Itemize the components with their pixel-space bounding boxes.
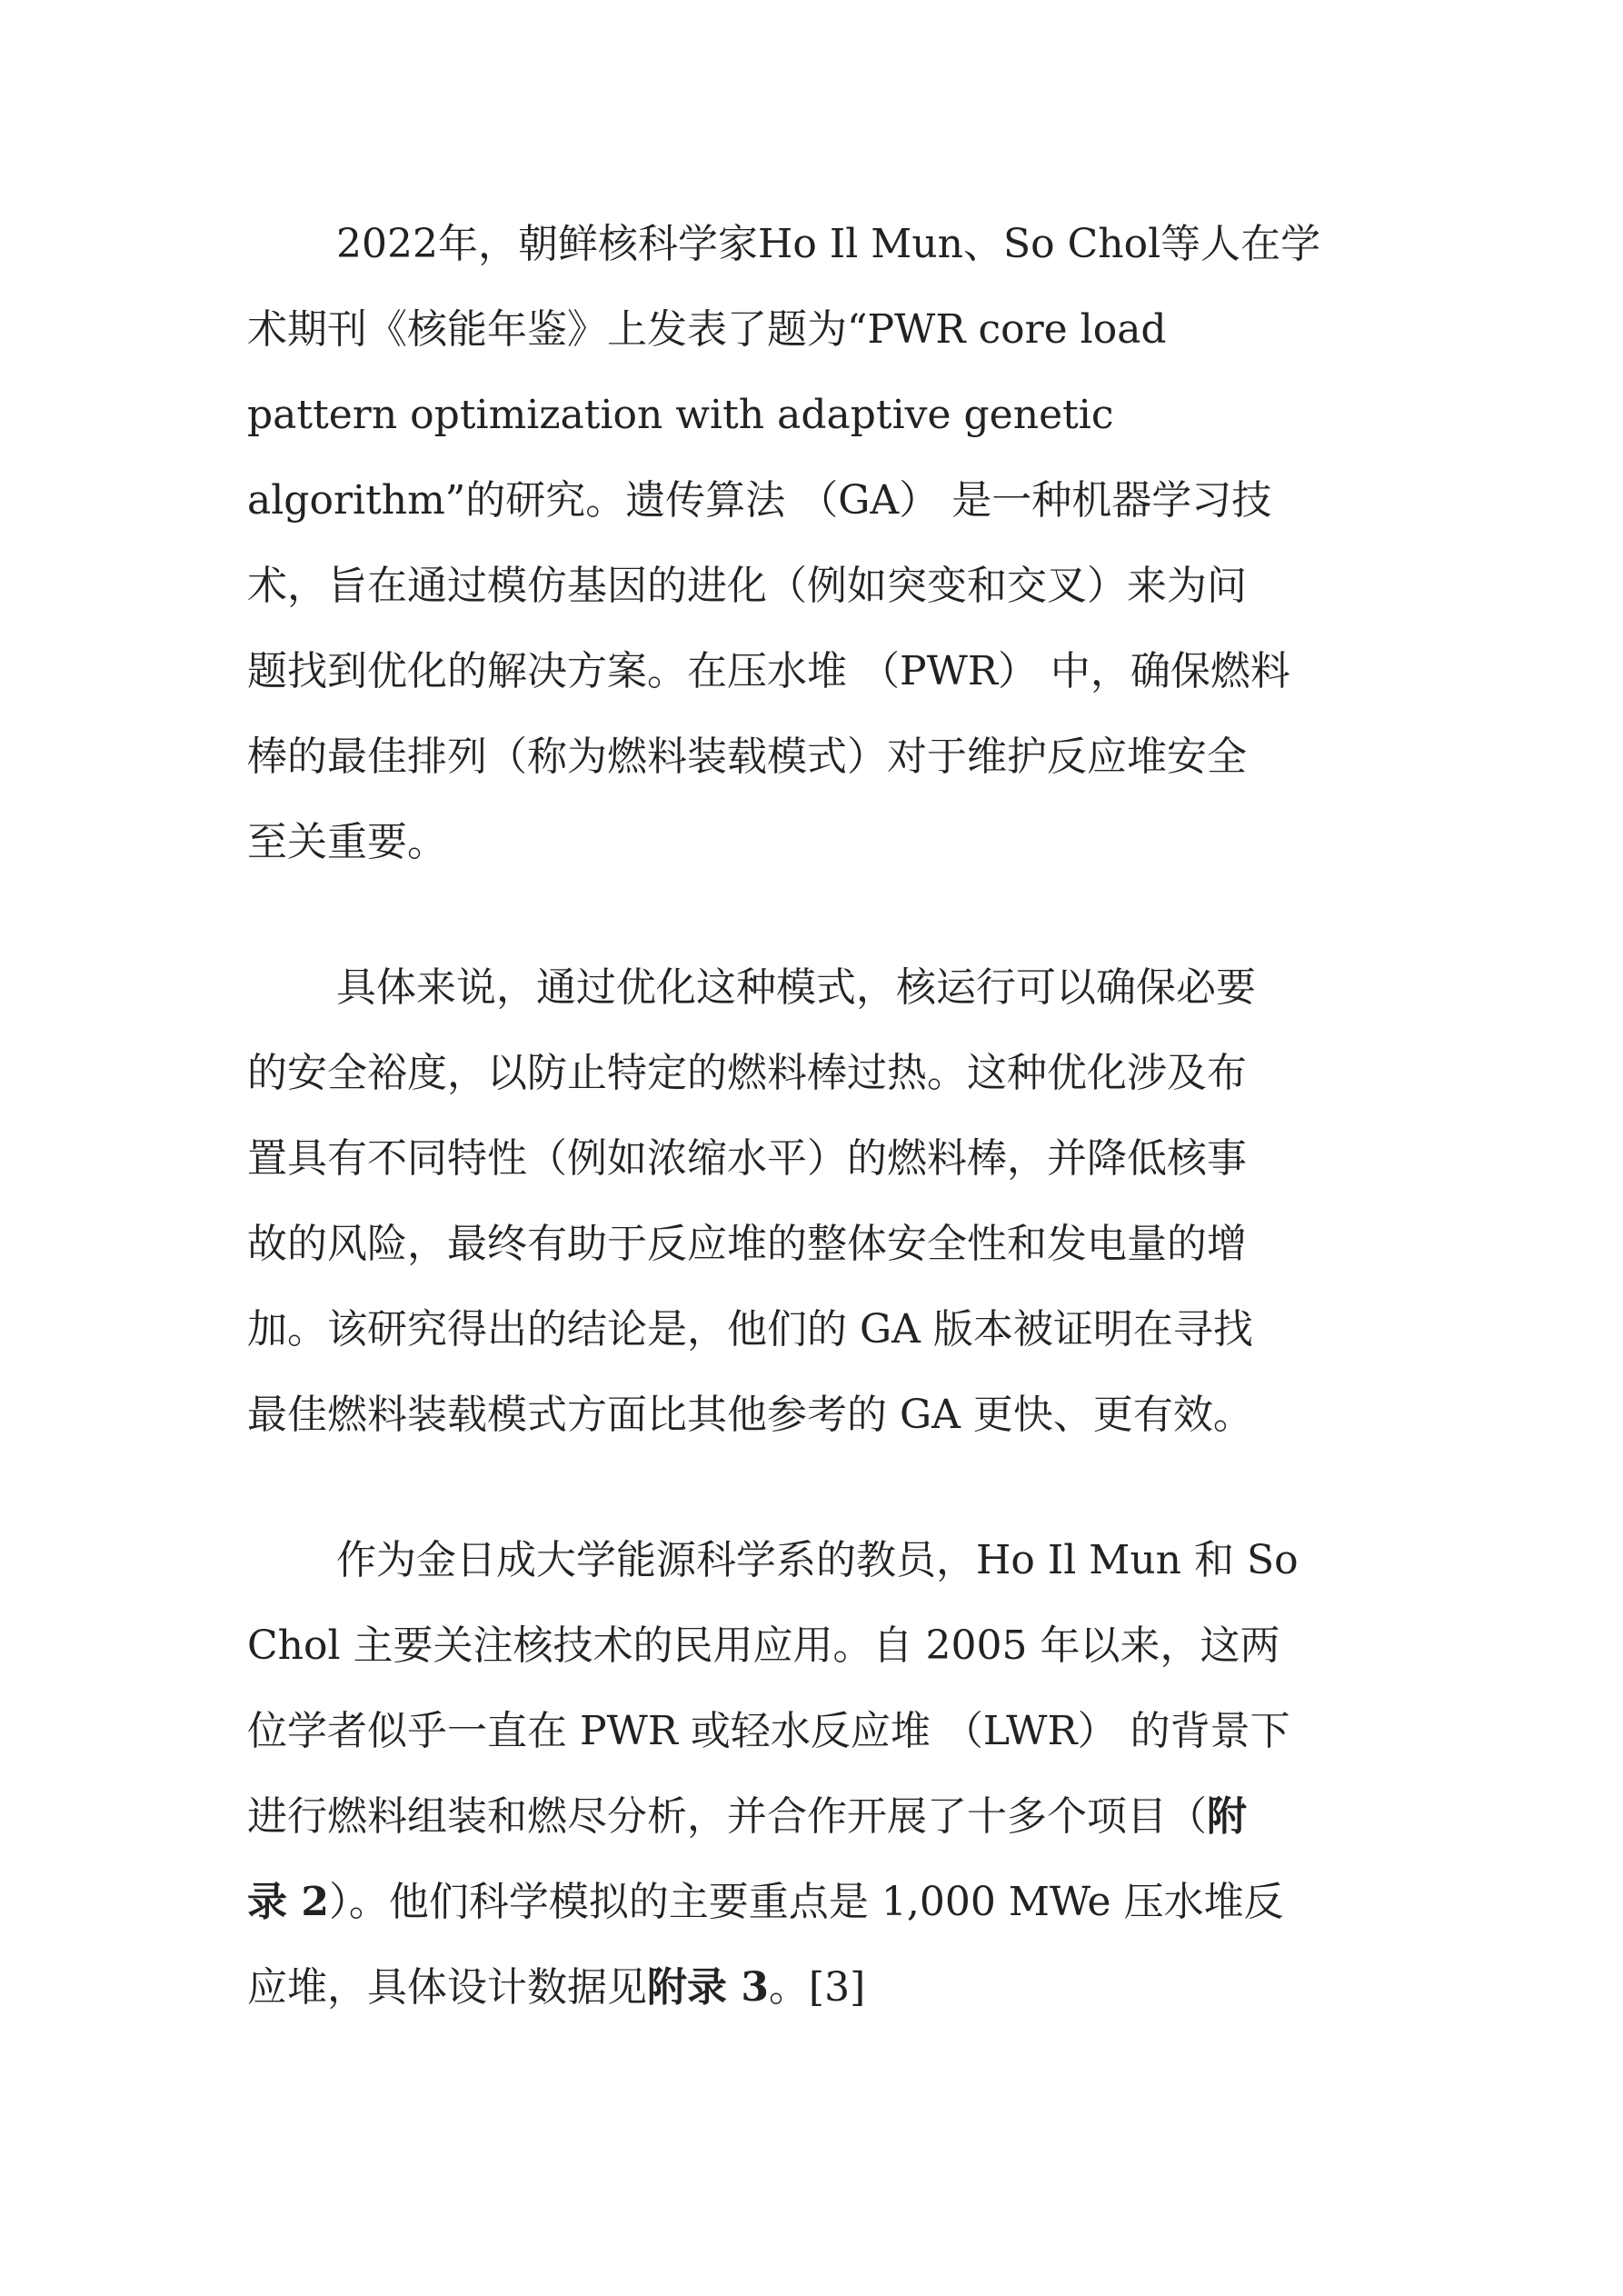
paragraph-line: 术期刊《核能年鉴》上发表了题为“PWR core load xyxy=(247,306,1167,353)
citation-text: 。[3] xyxy=(768,1964,866,2011)
paragraph-line: Chol 主要关注核技术的民用应用。自 2005 年以来，这两 xyxy=(247,1622,1280,1669)
paragraph-line: pattern optimization with adaptive genetic xyxy=(247,392,1114,438)
paragraph-line: 具体来说，通过优化这种模式，核运行可以确保必要 xyxy=(336,964,1256,1011)
paragraph-line: 2022年，朝鲜核科学家Ho Il Mun、So Chol等人在学 xyxy=(336,221,1321,267)
paragraph-line xyxy=(247,1774,1383,1860)
paragraph-line xyxy=(247,1860,1383,1945)
paragraph-line: 至关重要。 xyxy=(247,819,447,865)
paragraph-line: 置具有不同特性（例如浓缩水平）的燃料棒，并降低核事 xyxy=(247,1135,1247,1182)
paragraph-2 xyxy=(247,945,1383,1458)
paragraph-line: 术，旨在通过模仿基因的进化（例如突变和交叉）来为问 xyxy=(247,563,1247,609)
appendix-reference-bold: 附 xyxy=(1207,1793,1247,1840)
paragraph-line: 的安全裕度，以防止特定的燃料棒过热。这种优化涉及布 xyxy=(247,1050,1247,1096)
line-text: ）。他们科学模拟的主要重点是 1,000 MWe 压水堆反 xyxy=(328,1879,1284,1925)
paragraph-3 xyxy=(247,1518,1383,2031)
paragraph-line: 位学者似乎一直在 PWR 或轻水反应堆 （LWR） 的背景下 xyxy=(247,1708,1290,1754)
paragraph-line: 题找到优化的解决方案。在压水堆 （PWR） 中，确保燃料 xyxy=(247,648,1290,694)
paragraph-line: 作为金日成大学能源科学系的教员，Ho Il Mun 和 So xyxy=(336,1537,1299,1583)
line-text: 进行燃料组装和燃尽分析，并合作开展了十多个项目（ xyxy=(247,1793,1207,1840)
paragraph-line: 加。该研究得出的结论是，他们的 GA 版本被证明在寻找 xyxy=(247,1306,1253,1353)
paragraph-line: 棒的最佳排列（称为燃料装载模式）对于维护反应堆安全 xyxy=(247,734,1247,780)
paragraph-1 xyxy=(247,202,1383,885)
appendix-reference-bold: 录 2 xyxy=(247,1879,329,1925)
paragraph-line: algorithm”的研究。遗传算法 （GA） 是一种机器学习技 xyxy=(247,477,1272,524)
appendix-reference-bold: 附录 3 xyxy=(647,1964,769,2011)
line-text: 应堆，具体设计数据见 xyxy=(247,1964,647,2011)
paragraph-line: 最佳燃料装载模式方面比其他参考的 GA 更快、更有效。 xyxy=(247,1392,1253,1438)
paragraph-line xyxy=(247,1945,1383,2031)
paragraph-line: 故的风险，最终有助于反应堆的整体安全性和发电量的增 xyxy=(247,1221,1247,1267)
